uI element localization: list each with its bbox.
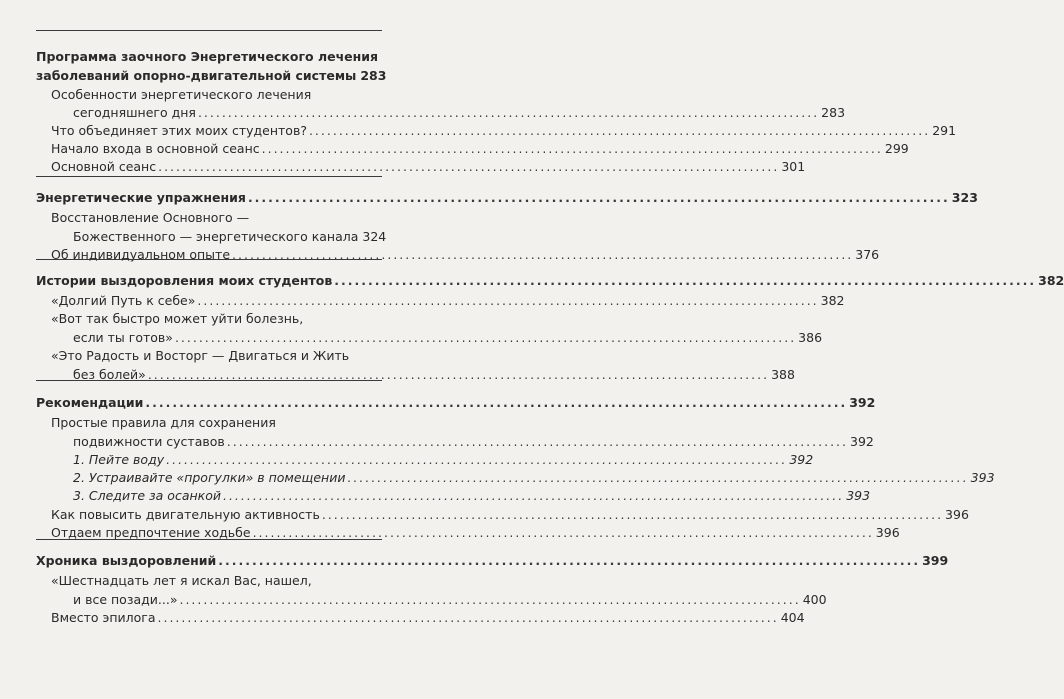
toc-entry: Об индивидуальном опыте ..... 376 (51, 246, 382, 264)
toc-heading: Истории выздоровления моих студентов ..... 382 (36, 272, 382, 290)
toc-heading: Хроника выздоровлений ..... 399 (36, 552, 382, 570)
toc-entry-line: Восстановление Основного — (51, 210, 250, 225)
toc-subentry: 2. Устраивайте «прогулки» в помещении ..... 393 (73, 469, 382, 487)
toc-entry: Как повысить двигательную активность ..... 396 (51, 506, 382, 524)
toc-entry-line: «Это Радость и Восторг — Двигаться и Жить (51, 348, 350, 363)
section-divider (36, 259, 382, 260)
toc-entry: Основной сеанс ..... 301 (51, 158, 382, 176)
toc-heading: заболеваний опорно-двигательной системы 283 (36, 68, 387, 83)
toc-entry: Божественного — энергетического канала 324 (73, 229, 387, 244)
section-divider (36, 176, 382, 177)
toc-entry: подвижности суставов ..... 392 (73, 433, 382, 451)
section-divider (36, 380, 382, 381)
toc-entry-line: «Шестнадцать лет я искал Вас, нашел, (51, 573, 312, 588)
toc-entry: Отдаем предпочтение ходьбе ..... 396 (51, 524, 382, 542)
toc-entry: сегодняшнего дня ..... 283 (73, 104, 382, 122)
toc-entry: Вместо эпилога ..... 404 (51, 609, 382, 627)
toc-entry-line: Особенности энергетического лечения (51, 87, 312, 102)
toc-entry: без болей» ..... 388 (73, 366, 382, 384)
section-divider (36, 539, 382, 540)
toc-entry: и все позади...» ..... 400 (73, 591, 382, 609)
toc-entry-line: «Вот так быстро может уйти болезнь, (51, 311, 304, 326)
toc-entry: Что объединяет этих моих студентов? ..... 291 (51, 122, 382, 140)
toc-subentry: 1. Пейте воду ..... 392 (73, 451, 382, 469)
toc-entry: «Долгий Путь к себе» ..... 382 (51, 292, 382, 310)
toc-entry-line: Простые правила для сохранения (51, 415, 276, 430)
toc-heading-line: Программа заочного Энергетического лечения (36, 49, 379, 64)
section-divider (36, 30, 382, 31)
toc-heading: Рекомендации ..... 392 (36, 394, 382, 412)
toc-heading: Энергетические упражнения ..... 323 (36, 189, 382, 207)
toc-entry: Начало входа в основной сеанс ..... 299 (51, 140, 382, 158)
toc-subentry: 3. Следите за осанкой ..... 393 (73, 487, 382, 505)
toc-entry: если ты готов» ..... 386 (73, 329, 382, 347)
